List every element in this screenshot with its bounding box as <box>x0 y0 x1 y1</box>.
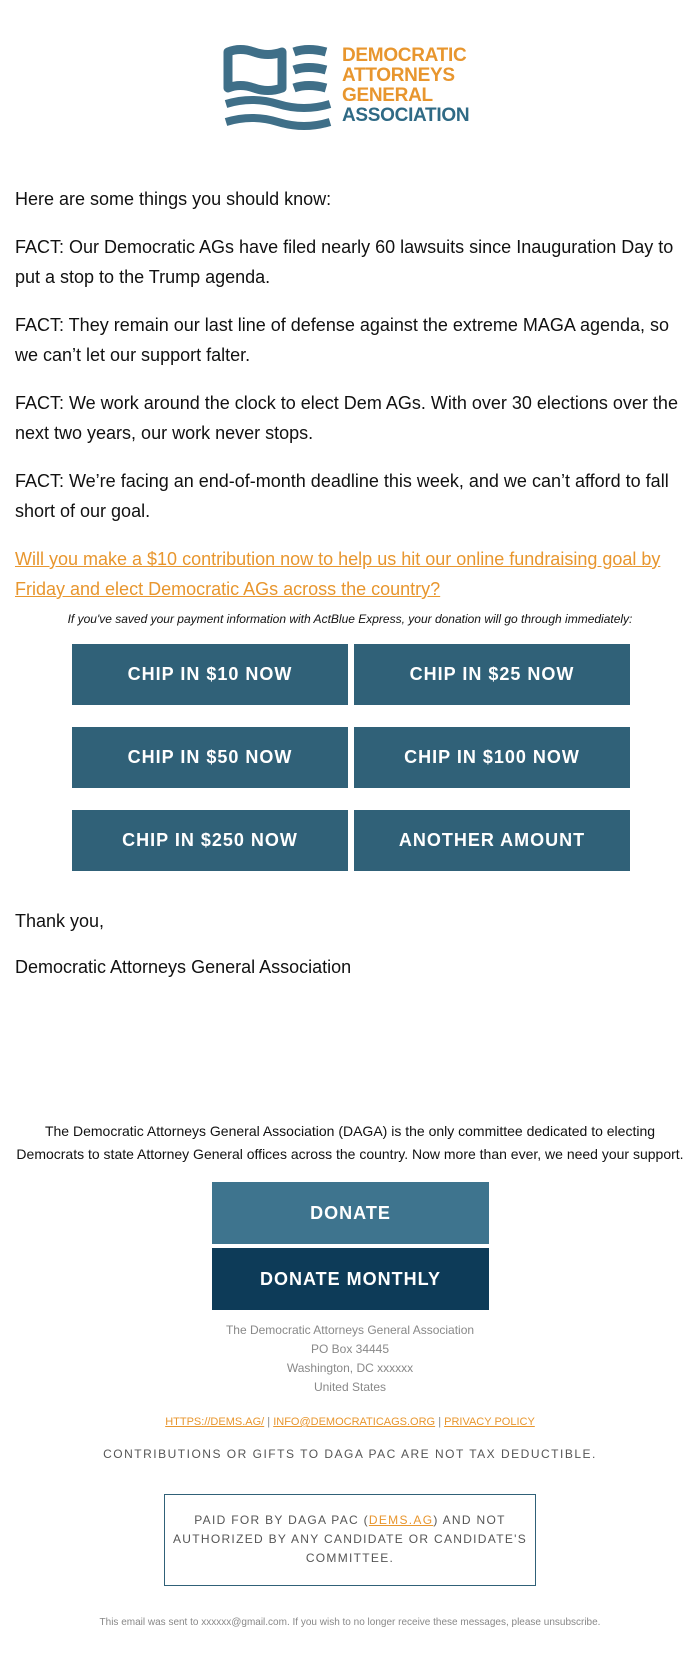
address-line-4: United States <box>313 1380 387 1394</box>
logo-line-2: ATTORNEYS <box>342 65 455 86</box>
privacy-policy-link[interactable]: PRIVACY POLICY <box>444 1416 535 1428</box>
about-daga-text: The Democratic Attorneys General Association (DAGA) is the only committee dedicated to electing Democrats to state Attorney General offices across the country. Now more than ever, we need your support. <box>16 1123 684 1162</box>
actblue-express-note: If you've saved your payment information with ActBlue Express, your donation will go through immediately: <box>67 612 633 626</box>
intro-text: Here are some things you should know: <box>15 189 332 209</box>
fact-4: FACT: We’re facing an end-of-month deadline this week, and we can’t afford to fall short of our goal. <box>15 471 669 521</box>
paid-for-prefix: PAID FOR BY DAGA PAC ( <box>194 1513 369 1527</box>
chip-in-25-button[interactable]: CHIP IN $25 NOW <box>354 644 630 705</box>
another-amount-button[interactable]: ANOTHER AMOUNT <box>354 810 630 871</box>
chip-in-10-button[interactable]: CHIP IN $10 NOW <box>72 644 348 705</box>
address-line-2: PO Box 34445 <box>310 1342 390 1356</box>
thank-you-text: Thank you, <box>15 911 105 931</box>
chip-in-100-button[interactable]: CHIP IN $100 NOW <box>354 727 630 788</box>
address-line-3: Washington, DC xxxxxx <box>286 1361 414 1375</box>
fact-1: FACT: Our Democratic AGs have filed nearly 60 lawsuits since Inauguration Day to put a stop to the Trump agenda. <box>15 237 674 287</box>
logo-wordmark <box>342 46 469 126</box>
donate-monthly-button[interactable]: DONATE MONTHLY <box>212 1248 489 1310</box>
unsubscribe-footer: This email was sent to xxxxxx@gmail.com. If you wish to no longer receive these messages, please unsubscribe. <box>99 1617 601 1628</box>
signoff <box>15 906 351 998</box>
address-line-1: The Democratic Attorneys General Association <box>225 1323 475 1337</box>
footer-links <box>0 1416 700 1428</box>
chip-in-250-button[interactable]: CHIP IN $250 NOW <box>72 810 348 871</box>
fact-2: FACT: They remain our last line of defense against the extreme MAGA agenda, so we can’t let our support falter. <box>15 315 670 365</box>
logo-line-3: GENERAL <box>342 85 433 106</box>
daga-logo <box>222 44 482 132</box>
link-separator: | <box>438 1416 442 1428</box>
logo-line-1: DEMOCRATIC <box>342 45 467 66</box>
link-separator: | <box>267 1416 271 1428</box>
email-link[interactable]: INFO@DEMOCRATICAGS.ORG <box>273 1416 436 1428</box>
tax-disclaimer: CONTRIBUTIONS OR GIFTS TO DAGA PAC ARE NOT TAX DEDUCTIBLE. <box>103 1447 597 1461</box>
chip-in-50-button[interactable]: CHIP IN $50 NOW <box>72 727 348 788</box>
contribution-cta-link[interactable]: Will you make a $10 contribution now to help us hit our online fundraising goal by Friday and elect Democratic AGs across the country? <box>15 549 661 599</box>
paid-for-suffix: ) AND NOT AUTHORIZED BY ANY CANDIDATE OR CANDIDATE'S COMMITTEE. <box>172 1513 528 1565</box>
paid-for-disclaimer-box <box>164 1494 536 1586</box>
logo-line-4: ASSOCIATION <box>342 105 470 126</box>
mailing-address <box>0 1321 700 1397</box>
fact-3: FACT: We work around the clock to elect Dem AGs. With over 30 elections over the next two years, our work never stops. <box>15 393 678 443</box>
email-body <box>15 184 685 604</box>
flag-logo-icon <box>222 44 334 132</box>
website-link[interactable]: HTTPS://DEMS.AG/ <box>165 1416 265 1428</box>
dems-ag-link[interactable]: DEMS.AG <box>368 1513 434 1527</box>
signature-text: Democratic Attorneys General Association <box>15 957 352 977</box>
donate-button[interactable]: DONATE <box>212 1182 489 1244</box>
